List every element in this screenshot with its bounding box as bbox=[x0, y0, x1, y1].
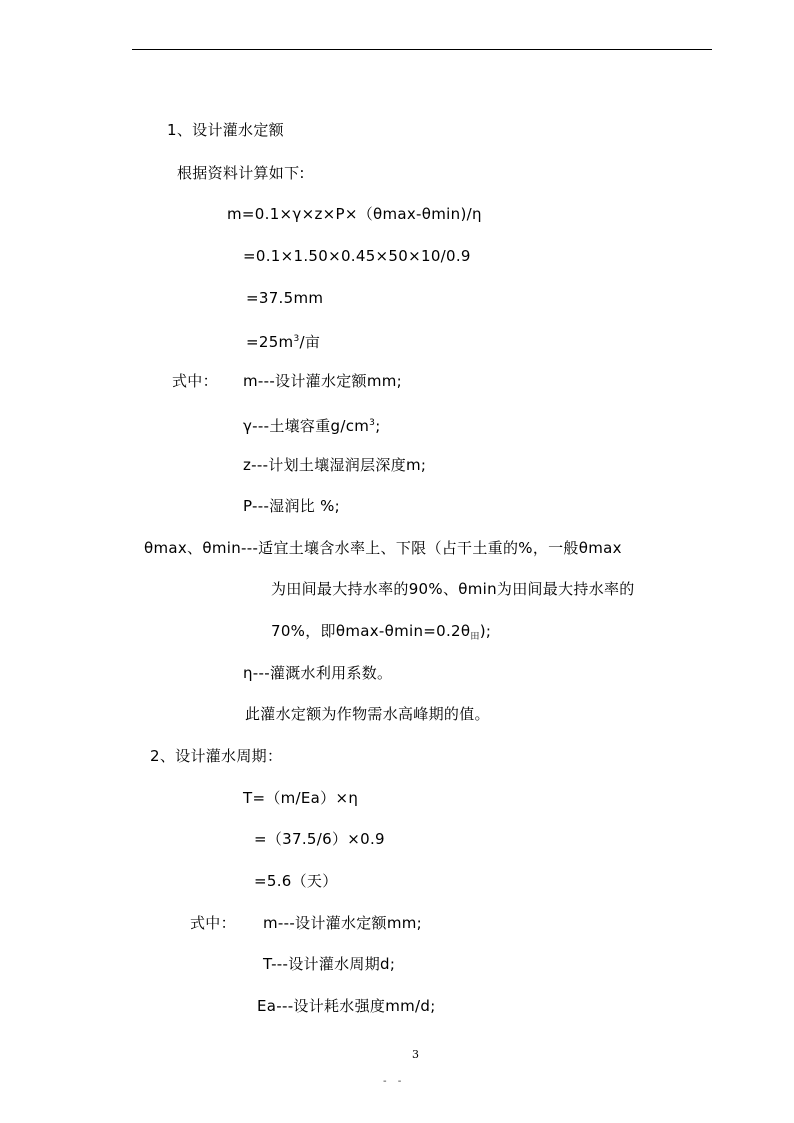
definition-gamma-post: ; bbox=[375, 417, 381, 435]
formula-t-step-1: =（37.5/6）×0.9 bbox=[254, 830, 385, 848]
formula-step-1: =0.1×1.50×0.45×50×10/0.9 bbox=[243, 247, 471, 265]
definition-z: z---计划土壤湿润层深度m; bbox=[243, 456, 427, 474]
formula-t-step-2: =5.6（天） bbox=[254, 872, 338, 890]
definition-t: T---设计灌水周期d; bbox=[263, 955, 396, 973]
page-number: 3 bbox=[412, 1048, 419, 1061]
formula-step-3-sup: 3 bbox=[293, 334, 300, 344]
definition-theta-line-3-sub: 田 bbox=[470, 632, 480, 642]
definition-gamma-pre: γ---土壤容重g/cm bbox=[243, 417, 370, 435]
section1-heading: 1、设计灌水定额 bbox=[167, 121, 284, 139]
definition-theta-line-1: θmax、θmin---适宜土壤含水率上、下限（占干土重的%，一般θmax bbox=[144, 539, 622, 557]
header-rule bbox=[132, 49, 712, 50]
definition-m-2: m---设计灌水定额mm; bbox=[263, 914, 423, 932]
definition-theta-line-3-pre: 70%，即θmax-θmin=0.2θ bbox=[271, 622, 471, 640]
definition-p: P---湿润比 %; bbox=[243, 497, 341, 515]
section2-heading: 2、设计灌水周期： bbox=[150, 747, 283, 765]
where-label-2: 式中： bbox=[190, 914, 236, 932]
definition-gamma bbox=[243, 413, 381, 436]
formula-m: m=0.1×γ×z×P×（θmax-θmin)/η bbox=[227, 205, 482, 223]
formula-step-2: =37.5mm bbox=[246, 289, 324, 307]
where-label-1: 式中： bbox=[172, 372, 218, 390]
formula-step-3-pre: =25m bbox=[246, 333, 294, 351]
definition-gamma-sup: 3 bbox=[369, 418, 376, 428]
definition-theta-line-3 bbox=[271, 621, 491, 647]
definition-eta: η---灌溉水利用系数。 bbox=[243, 664, 393, 682]
definition-ea: Ea---设计耗水强度mm/d; bbox=[257, 997, 436, 1015]
formula-step-3-post: /亩 bbox=[299, 333, 321, 351]
section1-intro: 根据资料计算如下: bbox=[177, 164, 305, 182]
formula-t: T=（m/Ea）×η bbox=[243, 789, 359, 807]
section1-note: 此灌水定额为作物需水高峰期的值。 bbox=[245, 705, 490, 723]
definition-theta-line-3-post: ); bbox=[479, 622, 492, 640]
definition-theta-line-2: 为田间最大持水率的90%、θmin为田间最大持水率的 bbox=[271, 580, 635, 598]
footer-mark: - - bbox=[383, 1076, 406, 1087]
definition-m: m---设计灌水定额mm; bbox=[243, 372, 403, 390]
formula-step-3 bbox=[246, 329, 320, 352]
